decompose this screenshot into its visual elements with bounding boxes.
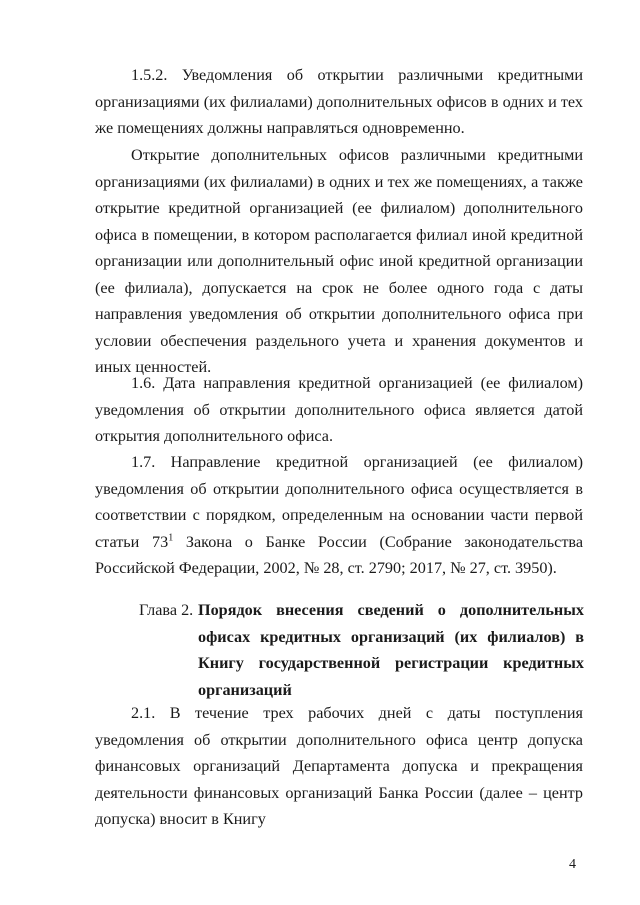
chapter-label: Глава 2. bbox=[139, 601, 194, 619]
paragraph-1-7-text-end: Закона о Банке России (Собрание законодательства Российской Федерации, 2002, № 28, ст. 2790; 2017, № 27, ст. 3950). bbox=[95, 532, 584, 577]
paragraph-1-5-2: 1.5.2. Уведомления об открытии различными кредитными организациями (их филиалами) дополнительных офисов в одних и тех же помещениях должны направляться одновременно. bbox=[95, 66, 583, 137]
paragraph-1-7 bbox=[95, 449, 583, 582]
page-number: 4 bbox=[569, 857, 576, 872]
chapter-title: Порядок внесения сведений о дополнительных офисах кредитных организаций (их филиалов) в Книгу государственной регистрации кредитных организаций bbox=[198, 601, 584, 699]
paragraph-1-7-text-start: 1.7. Направление кредитной организацией (ее филиалом) уведомления об открытии дополнительного офиса осуществляется в соответствии с порядком, определенным на основании части первой статьи 73 bbox=[95, 453, 583, 551]
paragraph-opening-offices: Открытие дополнительных офисов различными кредитными организациями (их филиалами) в одних и тех же помещениях, а также открытие кредитной организацией (ее филиалом) дополнительного офиса в помещении, в котором располагается филиал иной кредитной организации или дополнительный офис иной кредитной организации (ее филиала), допускается на срок не более одного года с даты направления уведомления об открытии дополнительного офиса при условии обеспечения раздельного учета и хранения документов и иных ценностей. bbox=[95, 146, 583, 376]
paragraph-2-1: 2.1. В течение трех рабочих дней с даты поступления уведомления об открытии дополнительного офиса центр допуска финансовых организаций Департамента допуска и прекращения деятельности финансовых организаций Банка России (далее – центр допуска) вносит в Книгу bbox=[95, 704, 583, 828]
paragraph-1-6: 1.6. Дата направления кредитной организацией (ее филиалом) уведомления об открытии дополнительного офиса является датой открытия дополнительного офиса. bbox=[95, 374, 583, 445]
paragraph-1-7-superscript: 1 bbox=[168, 532, 174, 544]
